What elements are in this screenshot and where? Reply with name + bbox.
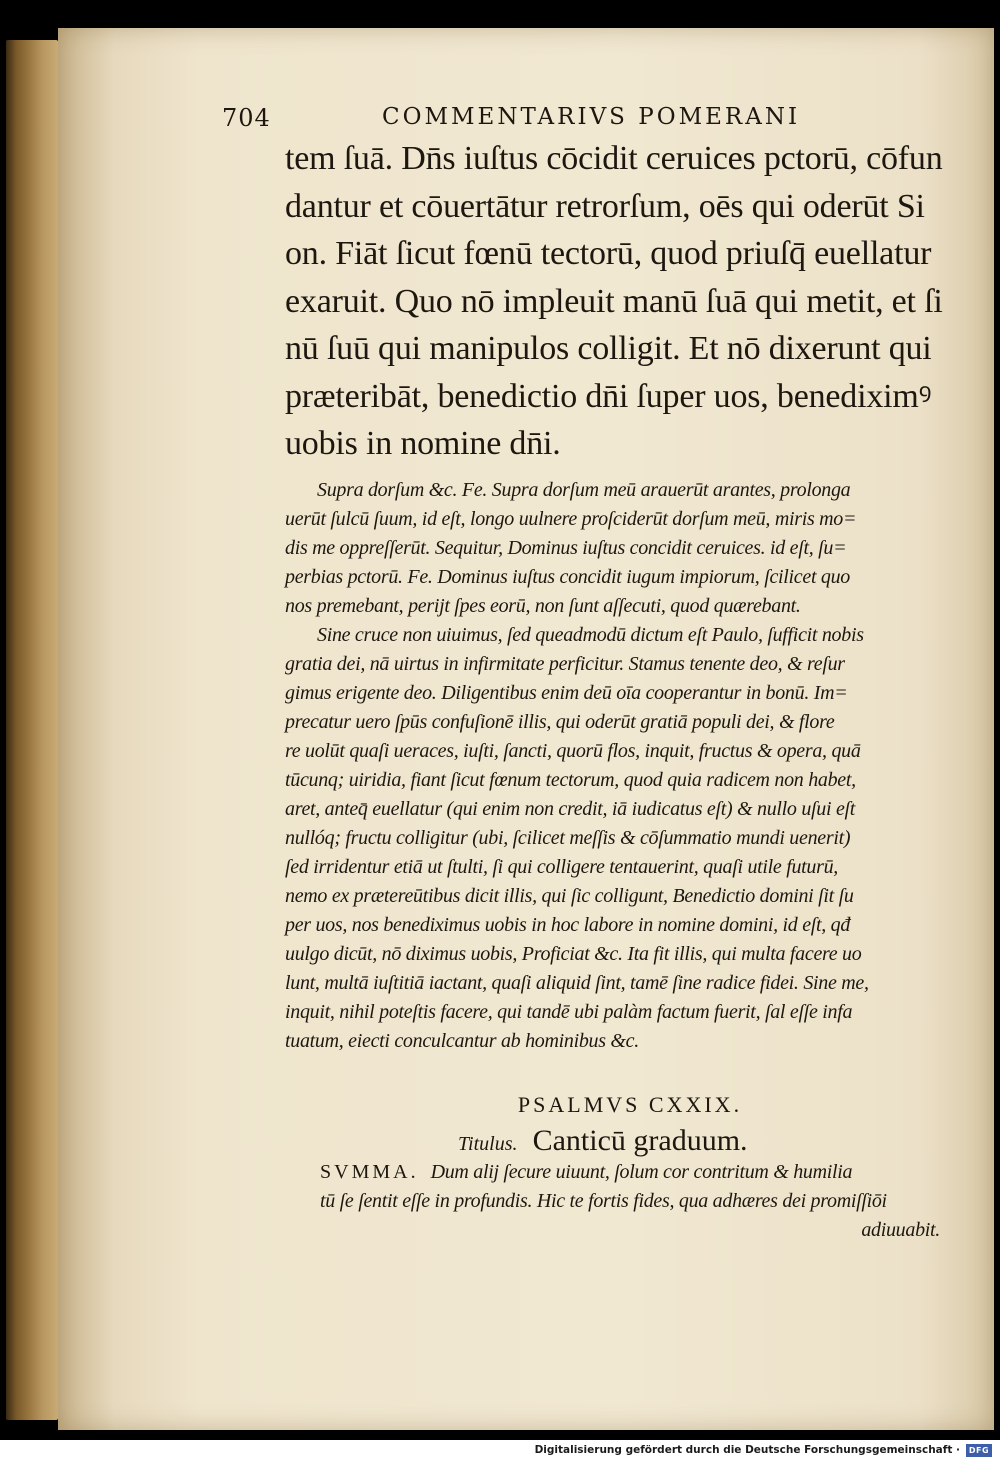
commentary-line: nos premebant, perijt ſpes eorū, non ſunt aſſecuti, quod quærebant.: [285, 595, 801, 617]
commentary-line: ſed irridentur etiā ut ſtulti, ſi qui colligere tentauerint, quaſi utile futurū,: [285, 856, 838, 878]
commentary-block: [285, 476, 955, 1056]
commentary-line: precatur uero ſpūs confuſionē illis, qui oderūt gratiā populi dei, & flore: [285, 711, 835, 733]
title-text: Canticū graduum.: [532, 1124, 748, 1157]
psalm-line: præteribāt, benedictio dn̄i ſuper uos, benediximꝰ: [285, 377, 932, 415]
commentary-line: gratia dei, nā uirtus in infirmitate perficitur. Stamus tenente deo, & reſur: [285, 653, 845, 675]
psalm-line: nū ſuū qui manipulos colligit. Et nō dixerunt qui: [285, 330, 932, 367]
psalm-heading-text: PSALMVS CXXIX.: [517, 1092, 743, 1117]
psalm-line: dantur et cōuertātur retrorſum, oēs qui oderūt Si: [285, 187, 925, 225]
book-page-edges: [6, 40, 58, 1420]
commentary-line: dis me oppreſſerūt. Sequitur, Dominus iuſtus concidit ceruices. id eſt, ſu=: [285, 537, 847, 559]
commentary-line: Sine cruce non uiuimus, ſed queadmodū dictum eſt Paulo, ſufficit nobis: [317, 624, 864, 646]
psalm-line: uobis in nomine dn̄i.: [285, 425, 561, 462]
commentary-line: uulgo dicūt, nō diximus uobis, Proficiat &c. Ita fit illis, qui multa facere uo: [285, 943, 862, 965]
commentary-line: aret, anteq̄ euellatur (qui enim non credit, iā iudicatus eſt) & nullo uſui eſt: [285, 798, 856, 820]
footer-credit: Digitalisierung gefördert durch die Deutsche Forschungsgemeinschaft ·: [534, 1444, 960, 1456]
commentary-line: gimus erigente deo. Diligentibus enim deū oīa cooperantur in bonū. Im=: [285, 682, 848, 704]
summa-line-2: tū ſe ſentit eſſe in profundis. Hic te fortis fides, qua adhæres dei promiſſiōi: [320, 1190, 887, 1212]
commentary-line: nullóq; fructu colligitur (ubi, ſcilicet meſſis & cōſummatio mundi uenerit): [285, 827, 851, 849]
summa-line-1: Dum alij ſecure uiuunt, ſolum cor contritum & humilia: [430, 1161, 853, 1183]
commentary-line: Supra dorſum &c. Fe. Supra dorſum meū arauerūt arantes, prolonga: [317, 479, 851, 501]
running-title: COMMENTARIVS POMERANI: [382, 104, 801, 130]
title-label: Titulus.: [458, 1133, 518, 1155]
commentary-line: lunt, multā iuſtitiā iactant, quaſi aliquid ſint, tamē ſine radice fidei. Sine me,: [285, 972, 869, 994]
psalm-text-block: [285, 135, 955, 468]
commentary-line: perbias pctorū. Fe. Dominus iuſtus concidit iugum impiorum, ſcilicet quo: [285, 566, 851, 588]
commentary-line: uerūt ſulcū ſuum, id eſt, longo uulnere proſciderūt dorſum meū, miris mo=: [285, 508, 857, 530]
psalm-heading: [0, 1092, 1000, 1118]
page-number: 704: [222, 104, 271, 132]
psalm-line: exaruit. Quo nō impleuit manū ſuā qui metit, et ſi: [285, 282, 943, 320]
summa-line: [320, 1158, 960, 1187]
summa-line-3: adiuuabit.: [861, 1219, 940, 1241]
commentary-line: tuatum, eiecti conculcantur ab hominibus &c.: [285, 1030, 639, 1052]
dfg-logo: DFG: [966, 1444, 992, 1457]
psalm-line: tem ſuā. Dn̄s iuſtus cōcidit ceruices pctorū, cōfun: [285, 140, 943, 177]
summa-label: SVMMA.: [320, 1161, 419, 1183]
commentary-line: tūcunq; uiridia, fiant ſicut fœnum tectorum, quod quia radicem non habet,: [285, 769, 856, 791]
commentary-line: re uolūt quaſi ueraces, iuſti, ſancti, quorū flos, inquit, fructus & opera, quā: [285, 740, 861, 762]
running-head: [222, 104, 952, 138]
commentary-line: per uos, nos benediximus uobis in hoc labore in nomine domini, id eſt, qđ: [285, 914, 851, 936]
psalm-line: on. Fiāt ſicut fœnū tectorū, quod priuſq̄ euellatur: [285, 235, 932, 272]
footer-bar: [0, 1440, 1000, 1462]
commentary-line: inquit, nihil poteſtis facere, qui tandē ubi palàm factum fuerit, ſal eſſe infa: [285, 1001, 853, 1023]
commentary-line: nemo ex prætereūtibus dicit illis, qui ſic colligunt, Benedictio domini ſit ſu: [285, 885, 854, 907]
summa-block: [320, 1158, 960, 1245]
psalm-title: [458, 1124, 748, 1158]
